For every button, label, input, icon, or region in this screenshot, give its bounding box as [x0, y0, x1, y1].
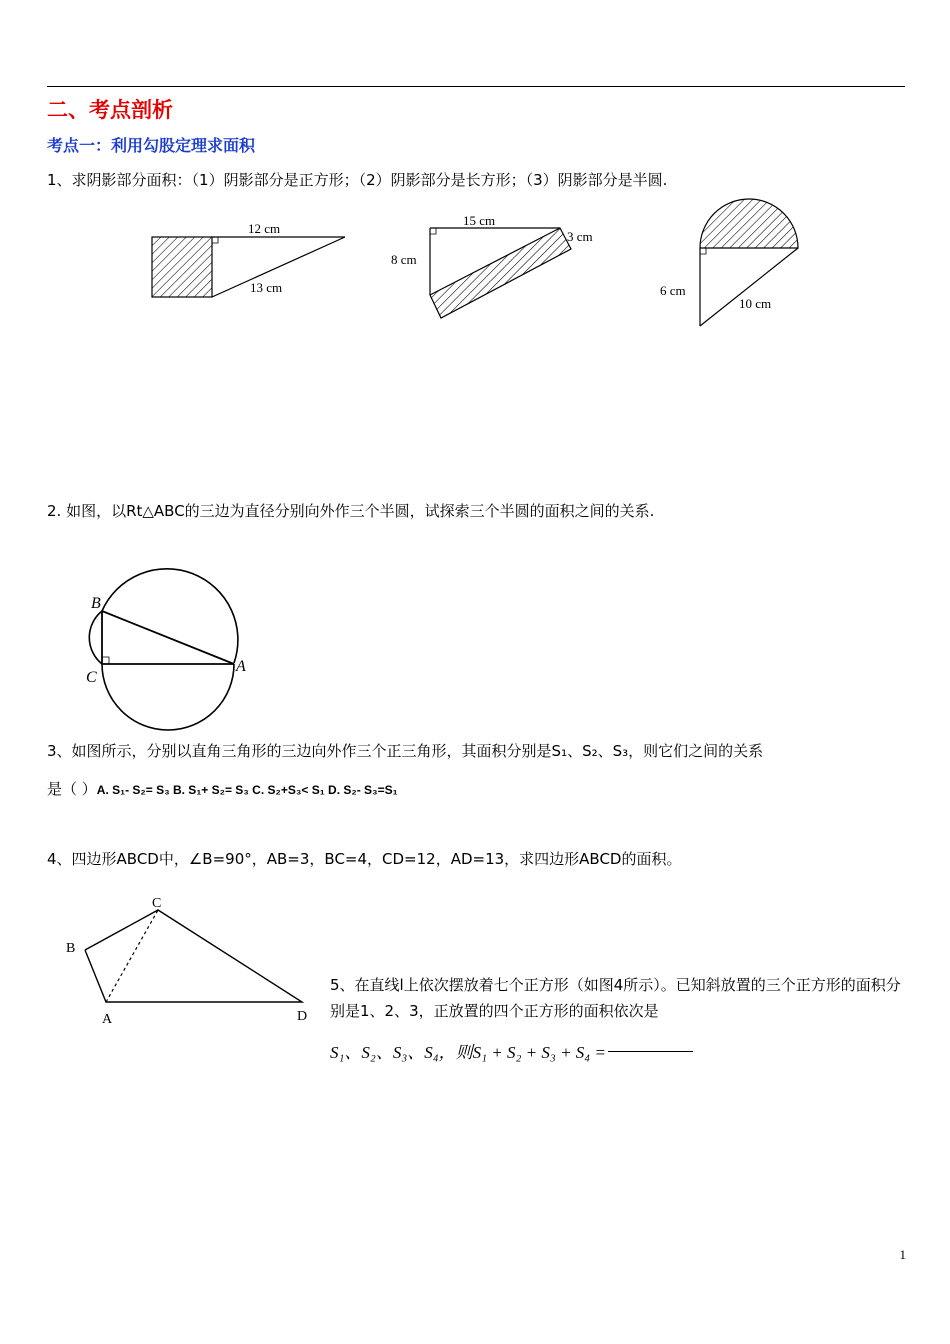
fig2-top-label: 15 cm [463, 213, 496, 228]
q1-figure-semicircle [655, 195, 815, 335]
shaded-square [152, 237, 212, 297]
q2-figure [65, 560, 265, 740]
question-3-line2 [47, 778, 398, 801]
question-3-options: A. S₁- S₂= S₃ B. S₁+ S₂= S₃ C. S₂+S₃< S₁ D. S₂- S₃=S₁ [96, 783, 398, 797]
question-5-text: 5、在直线l上依次摆放着七个正方形（如图4所示）。已知斜放置的三个正方形的面积分别是1、2、3，正放置的四个正方形的面积依次是 [330, 976, 901, 1020]
fig3-left-label: 6 cm [660, 283, 686, 298]
question-2-text: 2. 如图，以Rt△ABC的三边为直径分别向外作三个半圆，试探索三个半圆的面积之间的关系. [47, 502, 655, 520]
fig2-left-label: 8 cm [391, 252, 417, 267]
q4-figure [60, 895, 320, 1030]
q1-figure-square [140, 215, 360, 310]
section-title: 二、考点剖析 [47, 98, 173, 122]
question-3-line1: 3、如图所示，分别以直角三角形的三边向外作三个正三角形，其面积分别是S₁、S₂、S₃，则它们之间的关系 [47, 742, 764, 760]
fig3-hyp-label: 10 cm [739, 296, 772, 311]
question-1-text: 1、求阴影部分面积：（1）阴影部分是正方形；（2）阴影部分是长方形；（3）阴影部分是半圆. [47, 171, 668, 189]
fig1-hyp-label: 13 cm [250, 280, 283, 295]
label-a: A [236, 658, 246, 675]
answer-bracket: 是（ ） [47, 780, 97, 798]
fig1-top-label: 12 cm [248, 221, 281, 236]
label-b: B [66, 941, 76, 956]
formula-text: S₁、S₂、S₃、S₄，则S₁ + S₂ + S₃ + S₄ = [330, 1043, 606, 1062]
q1-figure-rectangle [385, 208, 610, 323]
header-rule [47, 86, 905, 87]
page-number: 1 [899, 1247, 906, 1262]
label-a: A [102, 1012, 113, 1027]
label-b: B [91, 595, 101, 612]
question-5-formula [330, 1038, 693, 1063]
fig2-right-label: 3 cm [567, 229, 593, 244]
answer-blank[interactable] [608, 1051, 693, 1052]
label-c: C [86, 669, 97, 686]
shaded-rectangle [430, 228, 571, 318]
label-d: D [297, 1009, 308, 1024]
question-4-text: 4、四边形ABCD中，∠B=90°，AB=3，BC=4，CD=12，AD=13，求四边形ABCD的面积。 [47, 850, 682, 868]
label-c: C [152, 896, 162, 911]
topic-title: 考点一：利用勾股定理求面积 [47, 136, 256, 155]
shaded-semicircle [700, 199, 798, 248]
